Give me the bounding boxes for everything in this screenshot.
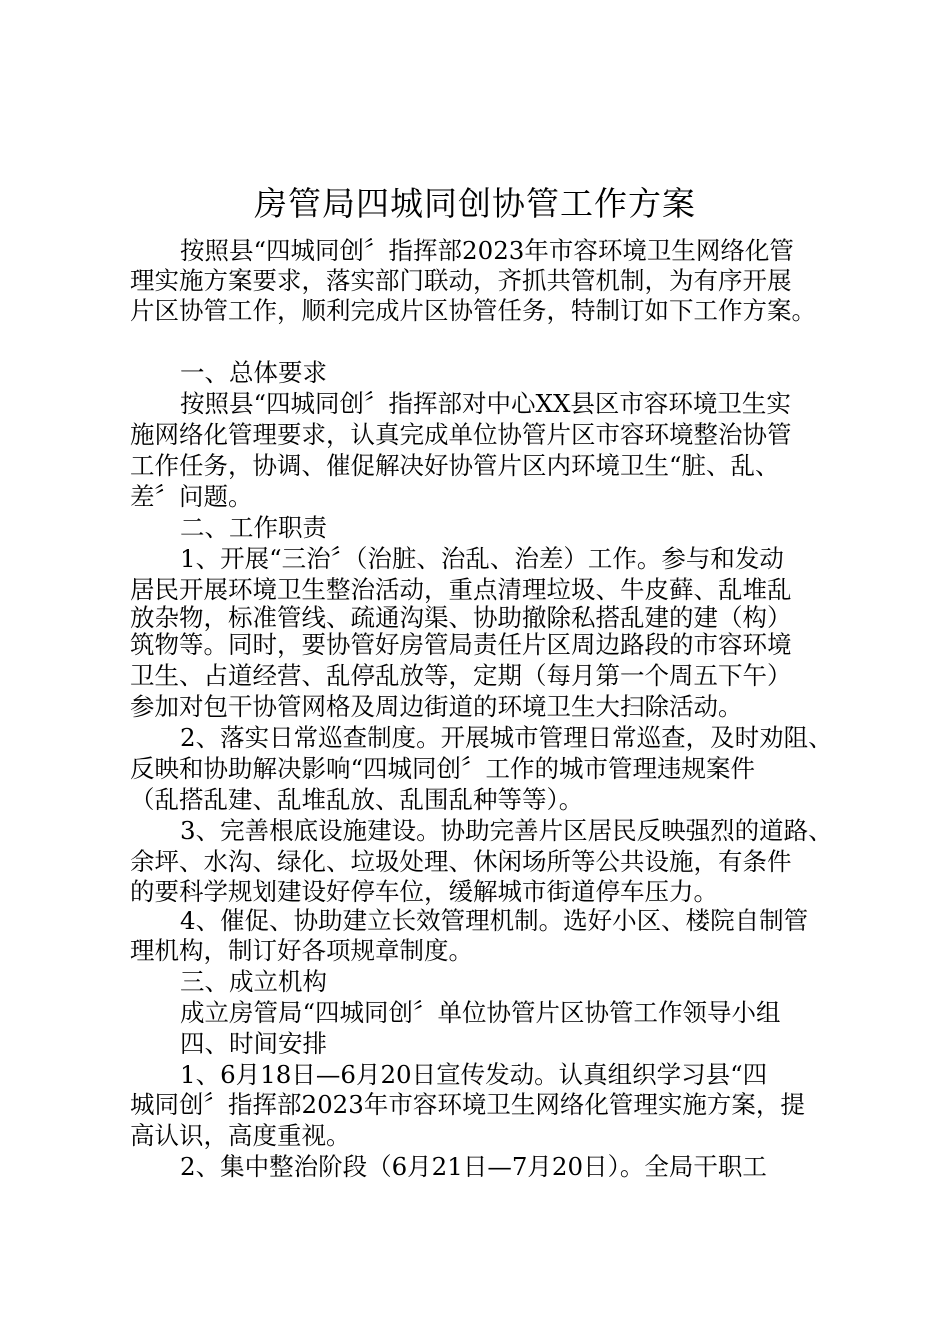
paragraph-line: 施网络化管理要求，认真完成单位协管片区市容环境整治协管: [130, 420, 792, 449]
paragraph-line: 高认识，高度重视。: [130, 1121, 351, 1150]
document-title: 房管局四城同创协管工作方案: [254, 184, 696, 223]
paragraph-line: 1、开展“三治〞（治脏、治乱、治差）工作。参与和发动: [180, 544, 784, 573]
paragraph-line: 成立房管局“四城同创〞单位协管片区协管工作领导小组: [180, 998, 781, 1027]
paragraph-line: 2、集中整治阶段（6月21日—7月20日）。全局干职工: [180, 1152, 767, 1181]
paragraph-line: 1、6月18日—6月20日宣传发动。认真组织学习县“四: [180, 1060, 768, 1089]
paragraph-line: 参加对包干协管网格及周边街道的环境卫生大扫除活动。: [130, 692, 743, 721]
paragraph-line: 4、催促、协助建立长效管理机制。选好小区、楼院自制管: [180, 906, 809, 935]
paragraph-line: 片区协管工作，顺利完成片区协管任务，特制订如下工作方案。: [130, 296, 816, 325]
section-heading: 四、时间安排: [180, 1029, 327, 1058]
paragraph-line: 按照县“四城同创〞指挥部2023年市容环境卫生网络化管: [180, 236, 794, 265]
paragraph-line: 3、完善根底设施建设。协助完善片区居民反映强烈的道路、: [180, 816, 833, 845]
section-heading: 一、总体要求: [180, 358, 327, 387]
section-heading: 三、成立机构: [180, 967, 327, 996]
paragraph-line: 筑物等。同时，要协管好房管局责任片区周边路段的市容环境: [130, 630, 792, 659]
paragraph-line: 反映和协助解决影响“四城同创〞工作的城市管理违规案件: [130, 754, 756, 783]
paragraph-line: 居民开展环境卫生整治活动，重点清理垃圾、牛皮藓、乱堆乱: [130, 575, 792, 604]
paragraph-line: 2、落实日常巡查制度。开展城市管理日常巡查，及时劝阻、: [180, 723, 833, 752]
paragraph-line: 按照县“四城同创〞指挥部对中心XX县区市容环境卫生实: [180, 389, 791, 418]
paragraph-line: 理机构，制订好各项规章制度。: [130, 936, 473, 965]
section-heading: 二、工作职责: [180, 513, 327, 542]
paragraph-line: 理实施方案要求，落实部门联动，齐抓共管机制，为有序开展: [130, 266, 792, 295]
paragraph-line: 差〞问题。: [130, 482, 253, 511]
paragraph-line: 城同创〞指挥部2023年市容环境卫生网络化管理实施方案，提: [130, 1090, 805, 1119]
paragraph-line: 卫生、占道经营、乱停乱放等，定期（每月第一个周五下午）: [130, 661, 792, 690]
paragraph-line: 工作任务，协调、催促解决好协管片区内环境卫生“脏、乱、: [130, 451, 780, 480]
paragraph-line: 放杂物，标准管线、疏通沟渠、协助撤除私搭乱建的建（构）: [130, 603, 792, 632]
paragraph-line: 的要科学规划建设好停车位，缓解城市街道停车压力。: [130, 877, 718, 906]
paragraph-line: （乱搭乱建、乱堆乱放、乱围乱种等等）。: [130, 785, 584, 814]
paragraph-line: 余坪、水沟、绿化、垃圾处理、休闲场所等公共设施，有条件: [130, 847, 792, 876]
